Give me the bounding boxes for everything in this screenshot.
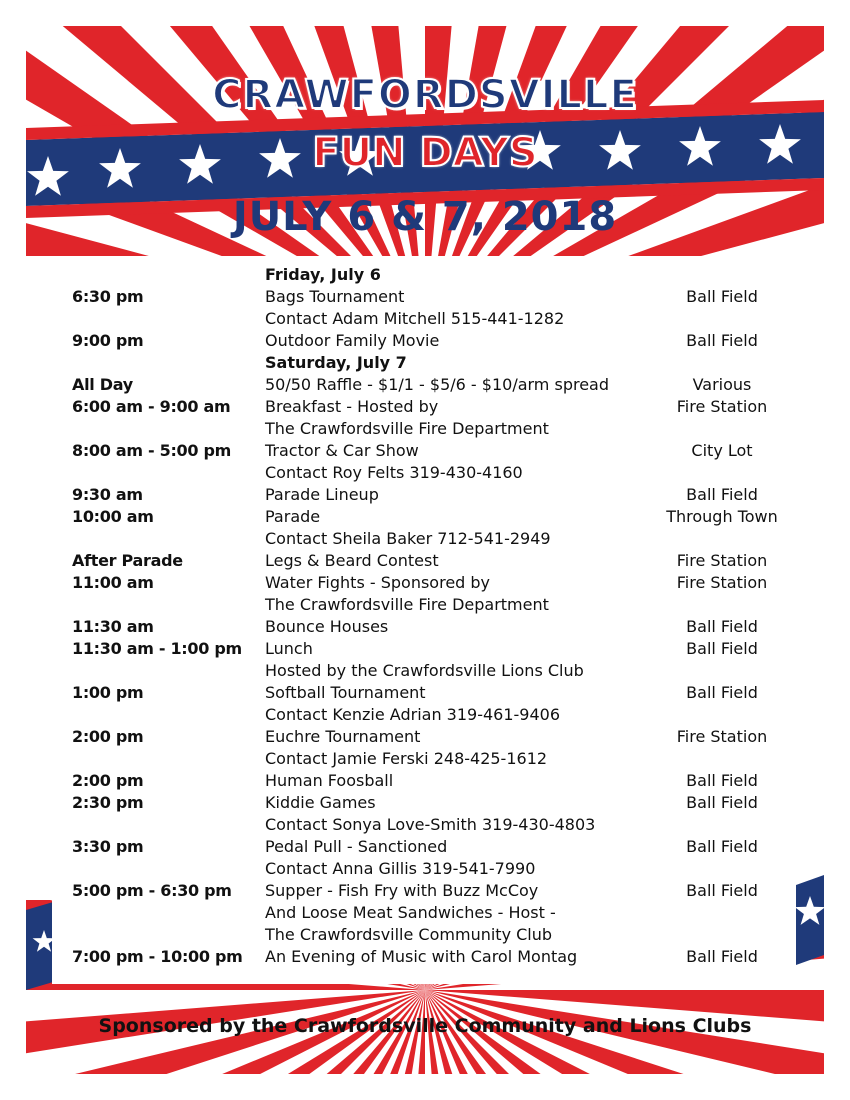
event-location: Ball Field [686,793,758,812]
event-description: Supper - Fish Fry with Buzz McCoy [265,881,539,900]
schedule-row [52,528,796,550]
schedule-row [52,792,796,814]
schedule-row [52,462,796,484]
event-location: Ball Field [686,837,758,856]
schedule-row [52,484,796,506]
dates-title: JULY 6 & 7, 2018 [232,194,618,240]
schedule-row [52,308,796,330]
event-location: Fire Station [676,551,768,570]
town-title: CRAWFORDSVILLE [212,72,638,118]
event-time: 11:30 am - 1:00 pm [72,639,242,658]
event-time: 2:00 pm [72,771,144,790]
event-description: And Loose Meat Sandwiches - Host - [265,903,556,922]
event-description: Contact Sheila Baker 712-541-2949 [265,529,551,548]
event-location: Fire Station [676,727,768,746]
event-description: The Crawfordsville Community Club [265,925,553,944]
day-heading [52,264,796,286]
schedule-row [52,572,796,594]
schedule-row [52,858,796,880]
schedule-row [52,330,796,352]
schedule-row [52,616,796,638]
day-heading [52,352,796,374]
day-label: Saturday, July 7 [265,353,407,372]
event-location: Ball Field [686,287,758,306]
event-description: Contact Adam Mitchell 515-441-1282 [265,309,565,328]
event-time: 6:30 pm [72,287,144,306]
event-description: Breakfast - Hosted by [265,397,439,416]
schedule-row [52,440,796,462]
event-time: 1:00 pm [72,683,144,702]
schedule-row [52,814,796,836]
event-description: Outdoor Family Movie [265,331,440,350]
schedule-row [52,506,796,528]
schedule-row [52,770,796,792]
event-location: Fire Station [676,573,768,592]
event-description: Water Fights - Sponsored by [265,573,491,592]
event-time: 6:00 am - 9:00 am [72,397,231,416]
event-description: Contact Anna Gillis 319-541-7990 [265,859,536,878]
event-description: Contact Kenzie Adrian 319-461-9406 [265,705,561,724]
schedule-row [52,286,796,308]
event-time: 11:30 am [72,617,154,636]
event-description: The Crawfordsville Fire Department [265,595,549,614]
event-location: Ball Field [686,617,758,636]
event-description: Kiddie Games [265,793,376,812]
schedule-row [52,660,796,682]
schedule-row [52,946,796,968]
event-description: Human Foosball [265,771,394,790]
event-description: Legs & Beard Contest [265,551,439,570]
schedule-row [52,726,796,748]
schedule-row [52,638,796,660]
event-location: Ball Field [686,881,758,900]
event-location: Ball Field [686,485,758,504]
event-time: 10:00 am [72,507,154,526]
event-description: The Crawfordsville Fire Department [265,419,549,438]
schedule-row [52,748,796,770]
schedule-row [52,396,796,418]
event-description: Hosted by the Crawfordsville Lions Club [265,661,584,680]
event-location: Ball Field [686,331,758,350]
event-description: Pedal Pull - Sanctioned [265,837,448,856]
event-description: Euchre Tournament [265,727,421,746]
event-description: Parade Lineup [265,485,379,504]
event-time: 9:30 am [72,485,143,504]
schedule-row [52,682,796,704]
event-time: All Day [72,375,133,394]
event-time: 8:00 am - 5:00 pm [72,441,232,460]
event-location: Ball Field [686,771,758,790]
schedule-row [52,902,796,924]
event-location: Ball Field [686,683,758,702]
event-time: 9:00 pm [72,331,144,350]
event-description: Softball Tournament [265,683,426,702]
event-time: 3:30 pm [72,837,144,856]
event-time: 2:30 pm [72,793,144,812]
event-description: An Evening of Music with Carol Montag [265,947,578,966]
event-description: Bounce Houses [265,617,389,636]
event-time: 7:00 pm - 10:00 pm [72,947,243,966]
day-label: Friday, July 6 [265,265,381,284]
event-location: Through Town [666,507,778,526]
event-location: Ball Field [686,947,758,966]
event-time: 2:00 pm [72,727,144,746]
event-location: Various [692,375,752,394]
schedule-row [52,836,796,858]
schedule-row [52,924,796,946]
event-location: Fire Station [676,397,768,416]
schedule-list [52,262,796,984]
schedule-row [52,594,796,616]
schedule-row [52,418,796,440]
sponsor-footer: Sponsored by the Crawfordsville Community and Lions Clubs [98,1015,752,1037]
event-title: FUN DAYS [312,130,538,176]
event-location: Ball Field [686,639,758,658]
event-description: Tractor & Car Show [265,441,419,460]
event-time: 5:00 pm - 6:30 pm [72,881,232,900]
event-time: 11:00 am [72,573,154,592]
schedule-row [52,374,796,396]
event-location: City Lot [691,441,753,460]
schedule-row [52,704,796,726]
event-description: Contact Jamie Ferski 248-425-1612 [265,749,548,768]
event-description: Lunch [265,639,313,658]
schedule-row [52,880,796,902]
event-description: Contact Roy Felts 319-430-4160 [265,463,523,482]
event-description: Bags Tournament [265,287,405,306]
schedule-row [52,550,796,572]
event-description: Parade [265,507,321,526]
event-description: Contact Sonya Love-Smith 319-430-4803 [265,815,596,834]
event-description: 50/50 Raffle - $1/1 - $5/6 - $10/arm spread [265,375,609,394]
event-time: After Parade [72,551,183,570]
